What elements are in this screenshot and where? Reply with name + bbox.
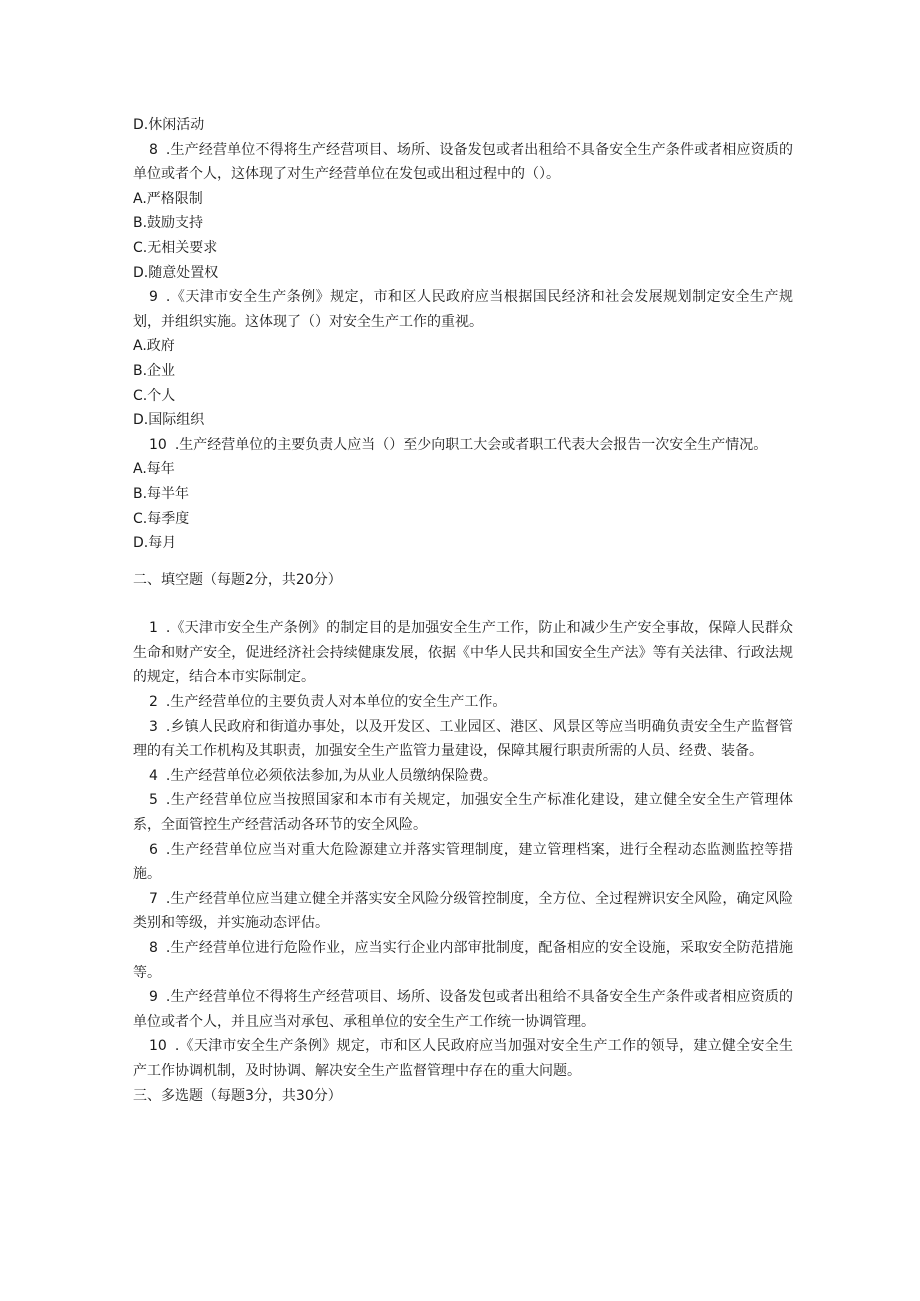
fill-item-9: 9 .生产经营单位不得将生产经营项目、场所、设备发包或者出租给不具备安全生产条件或者相应资质的单位或者个人，并且应当对承包、承租单位的安全生产工作统一协调管理。 (133, 989, 793, 1030)
single-choice-question-9 (133, 285, 793, 433)
option-b: B.鼓励支持 (133, 215, 204, 232)
fill-in-blank-list (133, 616, 793, 1083)
fill-item-1: 1 .《天津市安全生产条例》的制定目的是加强安全生产工作，防止和减少生产安全事故，保障人民群众生命和财产安全，促进经济社会持续健康发展，依据《中华人民共和国安全生产法》等有关法律、行政法规的规定，结合本市实际制定。 (133, 620, 793, 686)
single-choice-question-10 (133, 433, 793, 556)
question-text: .生产经营单位的主要负责人应当（）至少向职工大会或者职工代表大会报告一次安全生产情况。 (174, 436, 768, 453)
option-c: C.个人 (133, 387, 176, 404)
fill-item-6: 6 .生产经营单位应当对重大危险源建立并落实管理制度，建立管理档案，进行全程动态监测监控等措施。 (133, 841, 793, 883)
section-two-title: 二、填空题（每题2分，共20分） (133, 571, 342, 588)
question-number: 10 (149, 436, 167, 453)
option-d: D.每月 (133, 535, 177, 552)
fill-item-8: 8 .生产经营单位进行危险作业，应当实行企业内部审批制度，配备相应的安全设施，采取安全防范措施等。 (133, 940, 793, 981)
fill-item-2: 2 .生产经营单位的主要负责人对本单位的安全生产工作。 (149, 694, 507, 711)
option-b: B.企业 (133, 362, 176, 379)
option-c: C.无相关要求 (133, 239, 218, 256)
option-a: A.政府 (133, 338, 175, 355)
option-a: A.严格限制 (133, 190, 203, 207)
question-text: .生产经营单位不得将生产经营项目、场所、设备发包或者出租给不具备安全生产条件或者相应资质的单位或者个人，这体现了对生产经营单位在发包或出租过程中的（）。 (133, 141, 793, 183)
single-choice-question-8 (133, 138, 793, 286)
document-page (133, 113, 793, 1108)
section-three-title: 三、多选题（每题3分，共30分） (133, 1087, 342, 1104)
question-number: 8 (149, 141, 158, 158)
option-a: A.每年 (133, 461, 175, 478)
option-d: D.随意处置权 (133, 264, 219, 281)
option-b: B.每半年 (133, 485, 190, 502)
question-text: .《天津市安全生产条例》规定，市和区人民政府应当根据国民经济和社会发展规划制定安全生产规划，并组织实施。这体现了（）对安全生产工作的重视。 (133, 289, 793, 330)
fill-item-4: 4 .生产经营单位必须依法参加,为从业人员缴纳保险费。 (149, 767, 497, 784)
question-number: 9 (149, 289, 158, 306)
fill-item-3: 3 .乡镇人民政府和街道办事处，以及开发区、工业园区、港区、风景区等应当明确负责安全生产监督管理的有关工作机构及其职责，加强安全生产监管力量建设，保障其履行职责所需的人员、经费、装备。 (133, 718, 793, 760)
fill-item-5: 5 .生产经营单位应当按照国家和本市有关规定，加强安全生产标准化建设，建立健全安全生产管理体系，全面管控生产经营活动各环节的安全风险。 (133, 792, 793, 834)
q7-option-d: D.休闲活动 (133, 117, 205, 133)
fill-item-7: 7 .生产经营单位应当建立健全并落实安全风险分级管控制度，全方位、全过程辨识安全风险，确定风险类别和等级，并实施动态评估。 (133, 890, 793, 932)
fill-item-10: 10 .《天津市安全生产条例》规定，市和区人民政府应当加强对安全生产工作的领导，建立健全安全生产工作协调机制，及时协调、解决安全生产监督管理中存在的重大问题。 (133, 1038, 793, 1079)
option-c: C.每季度 (133, 510, 190, 527)
option-d: D.国际组织 (133, 412, 205, 429)
